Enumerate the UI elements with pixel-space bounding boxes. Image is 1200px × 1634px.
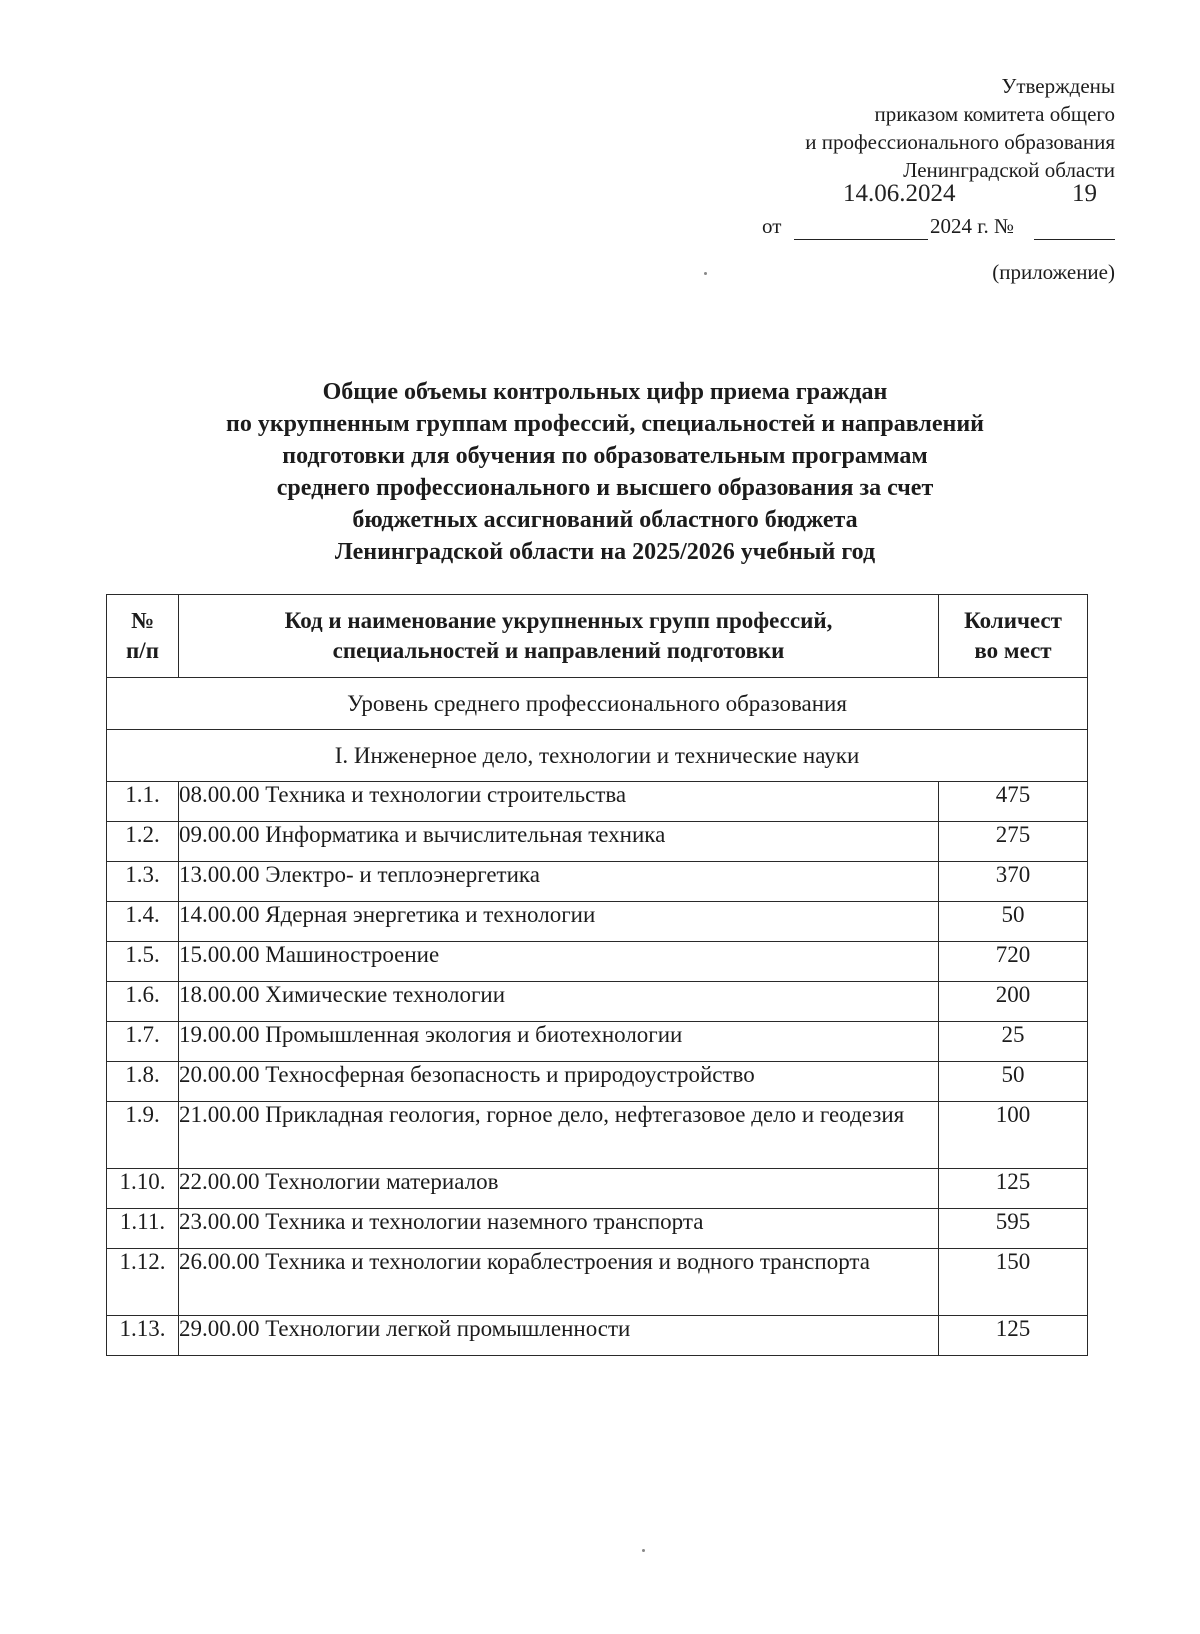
table-row: [107, 942, 1088, 982]
row-quantity: 370: [939, 862, 1088, 902]
header-number-line: №: [130, 608, 155, 633]
row-name: 20.00.00 Техносферная безопасность и природоустройство: [179, 1062, 939, 1102]
row-number: 1.4.: [107, 902, 179, 942]
section-row: [107, 730, 1088, 782]
order-date-line: [762, 210, 1115, 244]
header-number: [107, 595, 179, 678]
title-line: подготовки для обучения по образовательным программам: [282, 443, 928, 469]
row-quantity: 50: [939, 902, 1088, 942]
header-name-line: Код и наименование укрупненных групп профессий,: [284, 608, 833, 633]
approval-line: Утверждены: [1001, 74, 1115, 98]
row-quantity: 50: [939, 1062, 1088, 1102]
table-row: [107, 782, 1088, 822]
header-number-line: п/п: [126, 638, 159, 663]
row-number: 1.10.: [107, 1169, 179, 1209]
date-blank: [794, 239, 928, 240]
row-quantity: 125: [939, 1169, 1088, 1209]
scan-speck: [704, 272, 707, 275]
row-name: 19.00.00 Промышленная экология и биотехнологии: [179, 1022, 939, 1062]
year-number-label: 2024 г. №: [930, 214, 1015, 238]
table-row: [107, 1316, 1088, 1356]
title-line: среднего профессионального и высшего образования за счет: [276, 475, 934, 501]
title-line: по укрупненным группам профессий, специальностей и направлений: [225, 411, 985, 437]
table-row: [107, 1209, 1088, 1249]
table-row: [107, 862, 1088, 902]
approval-line: Ленинградской области: [903, 158, 1115, 182]
row-quantity: 25: [939, 1022, 1088, 1062]
row-number: 1.2.: [107, 822, 179, 862]
row-number: 1.1.: [107, 782, 179, 822]
table-row: [107, 822, 1088, 862]
row-quantity: 595: [939, 1209, 1088, 1249]
section-heading: I. Инженерное дело, технологии и технические науки: [107, 730, 1088, 782]
header-name-line: специальностей и направлений подготовки: [332, 638, 785, 663]
title-line: Общие объемы контрольных цифр приема граждан: [322, 379, 888, 405]
header-quantity-line: Количест: [964, 608, 1062, 633]
row-quantity: 100: [939, 1102, 1088, 1169]
table-row: [107, 1249, 1088, 1316]
row-quantity: 125: [939, 1316, 1088, 1356]
row-quantity: 720: [939, 942, 1088, 982]
title-line: бюджетных ассигнований областного бюджета: [352, 507, 858, 533]
row-quantity: 200: [939, 982, 1088, 1022]
approval-block: [805, 72, 1115, 184]
row-number: 1.11.: [107, 1209, 179, 1249]
row-number: 1.6.: [107, 982, 179, 1022]
approval-line: и профессионального образования: [805, 130, 1115, 154]
header-name: [179, 595, 939, 678]
row-number: 1.3.: [107, 862, 179, 902]
row-quantity: 275: [939, 822, 1088, 862]
education-level: Уровень среднего профессионального образования: [107, 678, 1088, 730]
row-quantity: 150: [939, 1249, 1088, 1316]
level-row: [107, 678, 1088, 730]
table-row: [107, 982, 1088, 1022]
table-row: [107, 1062, 1088, 1102]
row-number: 1.13.: [107, 1316, 179, 1356]
table-row: [107, 1169, 1088, 1209]
table-row: [107, 1102, 1088, 1169]
row-name: 08.00.00 Техника и технологии строительства: [179, 782, 939, 822]
row-name: 13.00.00 Электро- и теплоэнергетика: [179, 862, 939, 902]
handwritten-date: 14.06.2024: [843, 180, 956, 207]
row-name: 22.00.00 Технологии материалов: [179, 1169, 939, 1209]
row-number: 1.8.: [107, 1062, 179, 1102]
row-name: 18.00.00 Химические технологии: [179, 982, 939, 1022]
row-number: 1.9.: [107, 1102, 179, 1169]
header-quantity-line: во мест: [974, 638, 1052, 663]
row-name: 15.00.00 Машиностроение: [179, 942, 939, 982]
table-row: [107, 1022, 1088, 1062]
row-number: 1.7.: [107, 1022, 179, 1062]
number-blank: [1034, 239, 1115, 240]
admission-quota-table: [106, 594, 1088, 1356]
row-number: 1.5.: [107, 942, 179, 982]
appendix-label: (приложение): [992, 260, 1115, 284]
title-line: Ленинградской области на 2025/2026 учебный год: [334, 539, 876, 565]
date-prefix: от: [762, 214, 782, 238]
row-name: 29.00.00 Технологии легкой промышленности: [179, 1316, 939, 1356]
row-name: 23.00.00 Техника и технологии наземного транспорта: [179, 1209, 939, 1249]
table-row: [107, 902, 1088, 942]
row-number: 1.12.: [107, 1249, 179, 1316]
row-name: 26.00.00 Техника и технологии кораблестроения и водного транспорта: [179, 1249, 939, 1316]
scan-speck: [642, 1549, 645, 1552]
row-name: 14.00.00 Ядерная энергетика и технологии: [179, 902, 939, 942]
row-quantity: 475: [939, 782, 1088, 822]
row-name: 21.00.00 Прикладная геология, горное дело, нефтегазовое дело и геодезия: [179, 1102, 939, 1169]
handwritten-number: 19: [1072, 180, 1097, 207]
row-name: 09.00.00 Информатика и вычислительная техника: [179, 822, 939, 862]
header-quantity: [939, 595, 1088, 678]
document-title: [100, 376, 1110, 568]
table-header-row: [107, 595, 1088, 678]
approval-line: приказом комитета общего: [874, 102, 1115, 126]
